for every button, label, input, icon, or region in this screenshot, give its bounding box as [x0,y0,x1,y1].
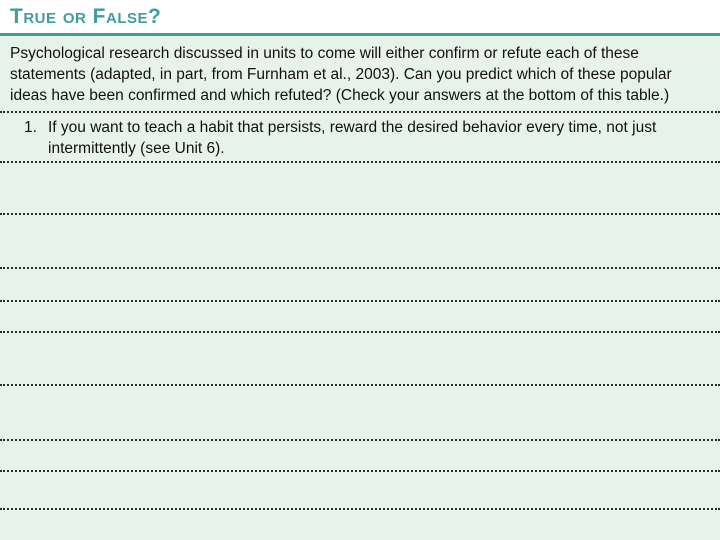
header [0,0,720,34]
statement-item-1 [24,117,714,159]
row-divider [0,161,720,163]
row-divider [0,300,720,302]
row-divider [0,439,720,441]
row-divider [0,384,720,386]
statement-number: 1. [24,119,37,136]
row-divider [0,267,720,269]
page-title: True or False? [10,5,162,28]
row-divider [0,470,720,472]
row-divider [0,331,720,333]
row-divider [0,111,720,113]
intro-paragraph: Psychological research discussed in units to come will either confirm or refute each of these statements (adapted, in part, from Furnham et al., 2003). Can you predict which of these popular ideas have been confirmed and which refuted? (Check your answers at the bottom of this table.) [10,45,672,104]
statement-text: If you want to teach a habit that persists, reward the desired behavior every time, not just intermittently (see Unit 6). [48,119,657,157]
row-divider [0,213,720,215]
row-divider [0,508,720,510]
